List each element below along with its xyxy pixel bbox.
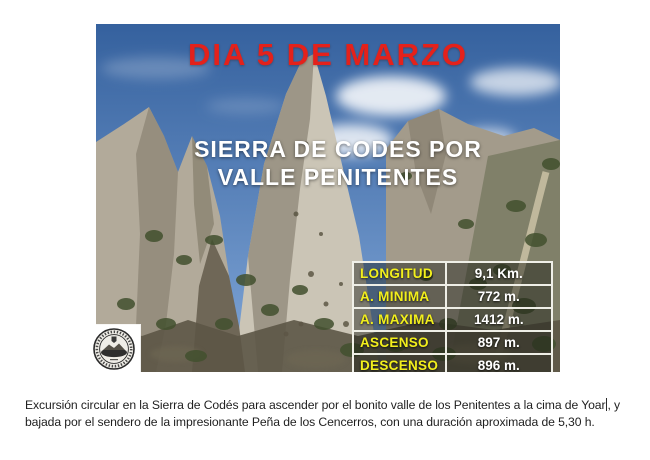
stats-row-maxima xyxy=(354,307,551,330)
stat-label: DESCENSO xyxy=(360,358,439,372)
stat-label: ASCENSO xyxy=(360,335,429,350)
flyer-subtitle xyxy=(106,135,560,191)
mountain-stamp-icon xyxy=(88,325,140,372)
stat-value: 896 m. xyxy=(445,355,551,372)
stats-table xyxy=(352,261,553,372)
stat-label: A. MAXIMA xyxy=(360,312,435,327)
caption-paragraph[interactable] xyxy=(25,397,637,431)
stat-value: 9,1 Km. xyxy=(445,263,551,284)
stats-row-ascenso xyxy=(354,330,551,353)
flyer-image[interactable] xyxy=(96,24,560,372)
stats-row-longitud xyxy=(354,263,551,284)
flyer-subtitle-line2: VALLE PENITENTES xyxy=(217,164,459,190)
stat-label: LONGITUD xyxy=(360,266,433,281)
stat-value: 1412 m. xyxy=(445,309,551,330)
caption-text-after-cursor[interactable]: , y bajada por el sendero de la impresionante Peña de los Cencerros, con una duración aproximada de 5,30 h. xyxy=(25,398,621,429)
club-stamp-logo xyxy=(88,325,140,372)
stats-row-minima xyxy=(354,284,551,307)
stats-row-descenso xyxy=(354,353,551,372)
stat-value: 772 m. xyxy=(445,286,551,307)
flyer-subtitle-line1: SIERRA DE CODES POR xyxy=(194,136,482,162)
stat-label: A. MINIMA xyxy=(360,289,430,304)
caption-text-before-cursor[interactable]: Excursión circular en la Sierra de Codés para ascender por el bonito valle de los Penitentes a la cima de Yoar xyxy=(25,398,606,412)
flyer-title: DIA 5 DE MARZO xyxy=(187,37,469,72)
stat-value: 897 m. xyxy=(445,332,551,353)
